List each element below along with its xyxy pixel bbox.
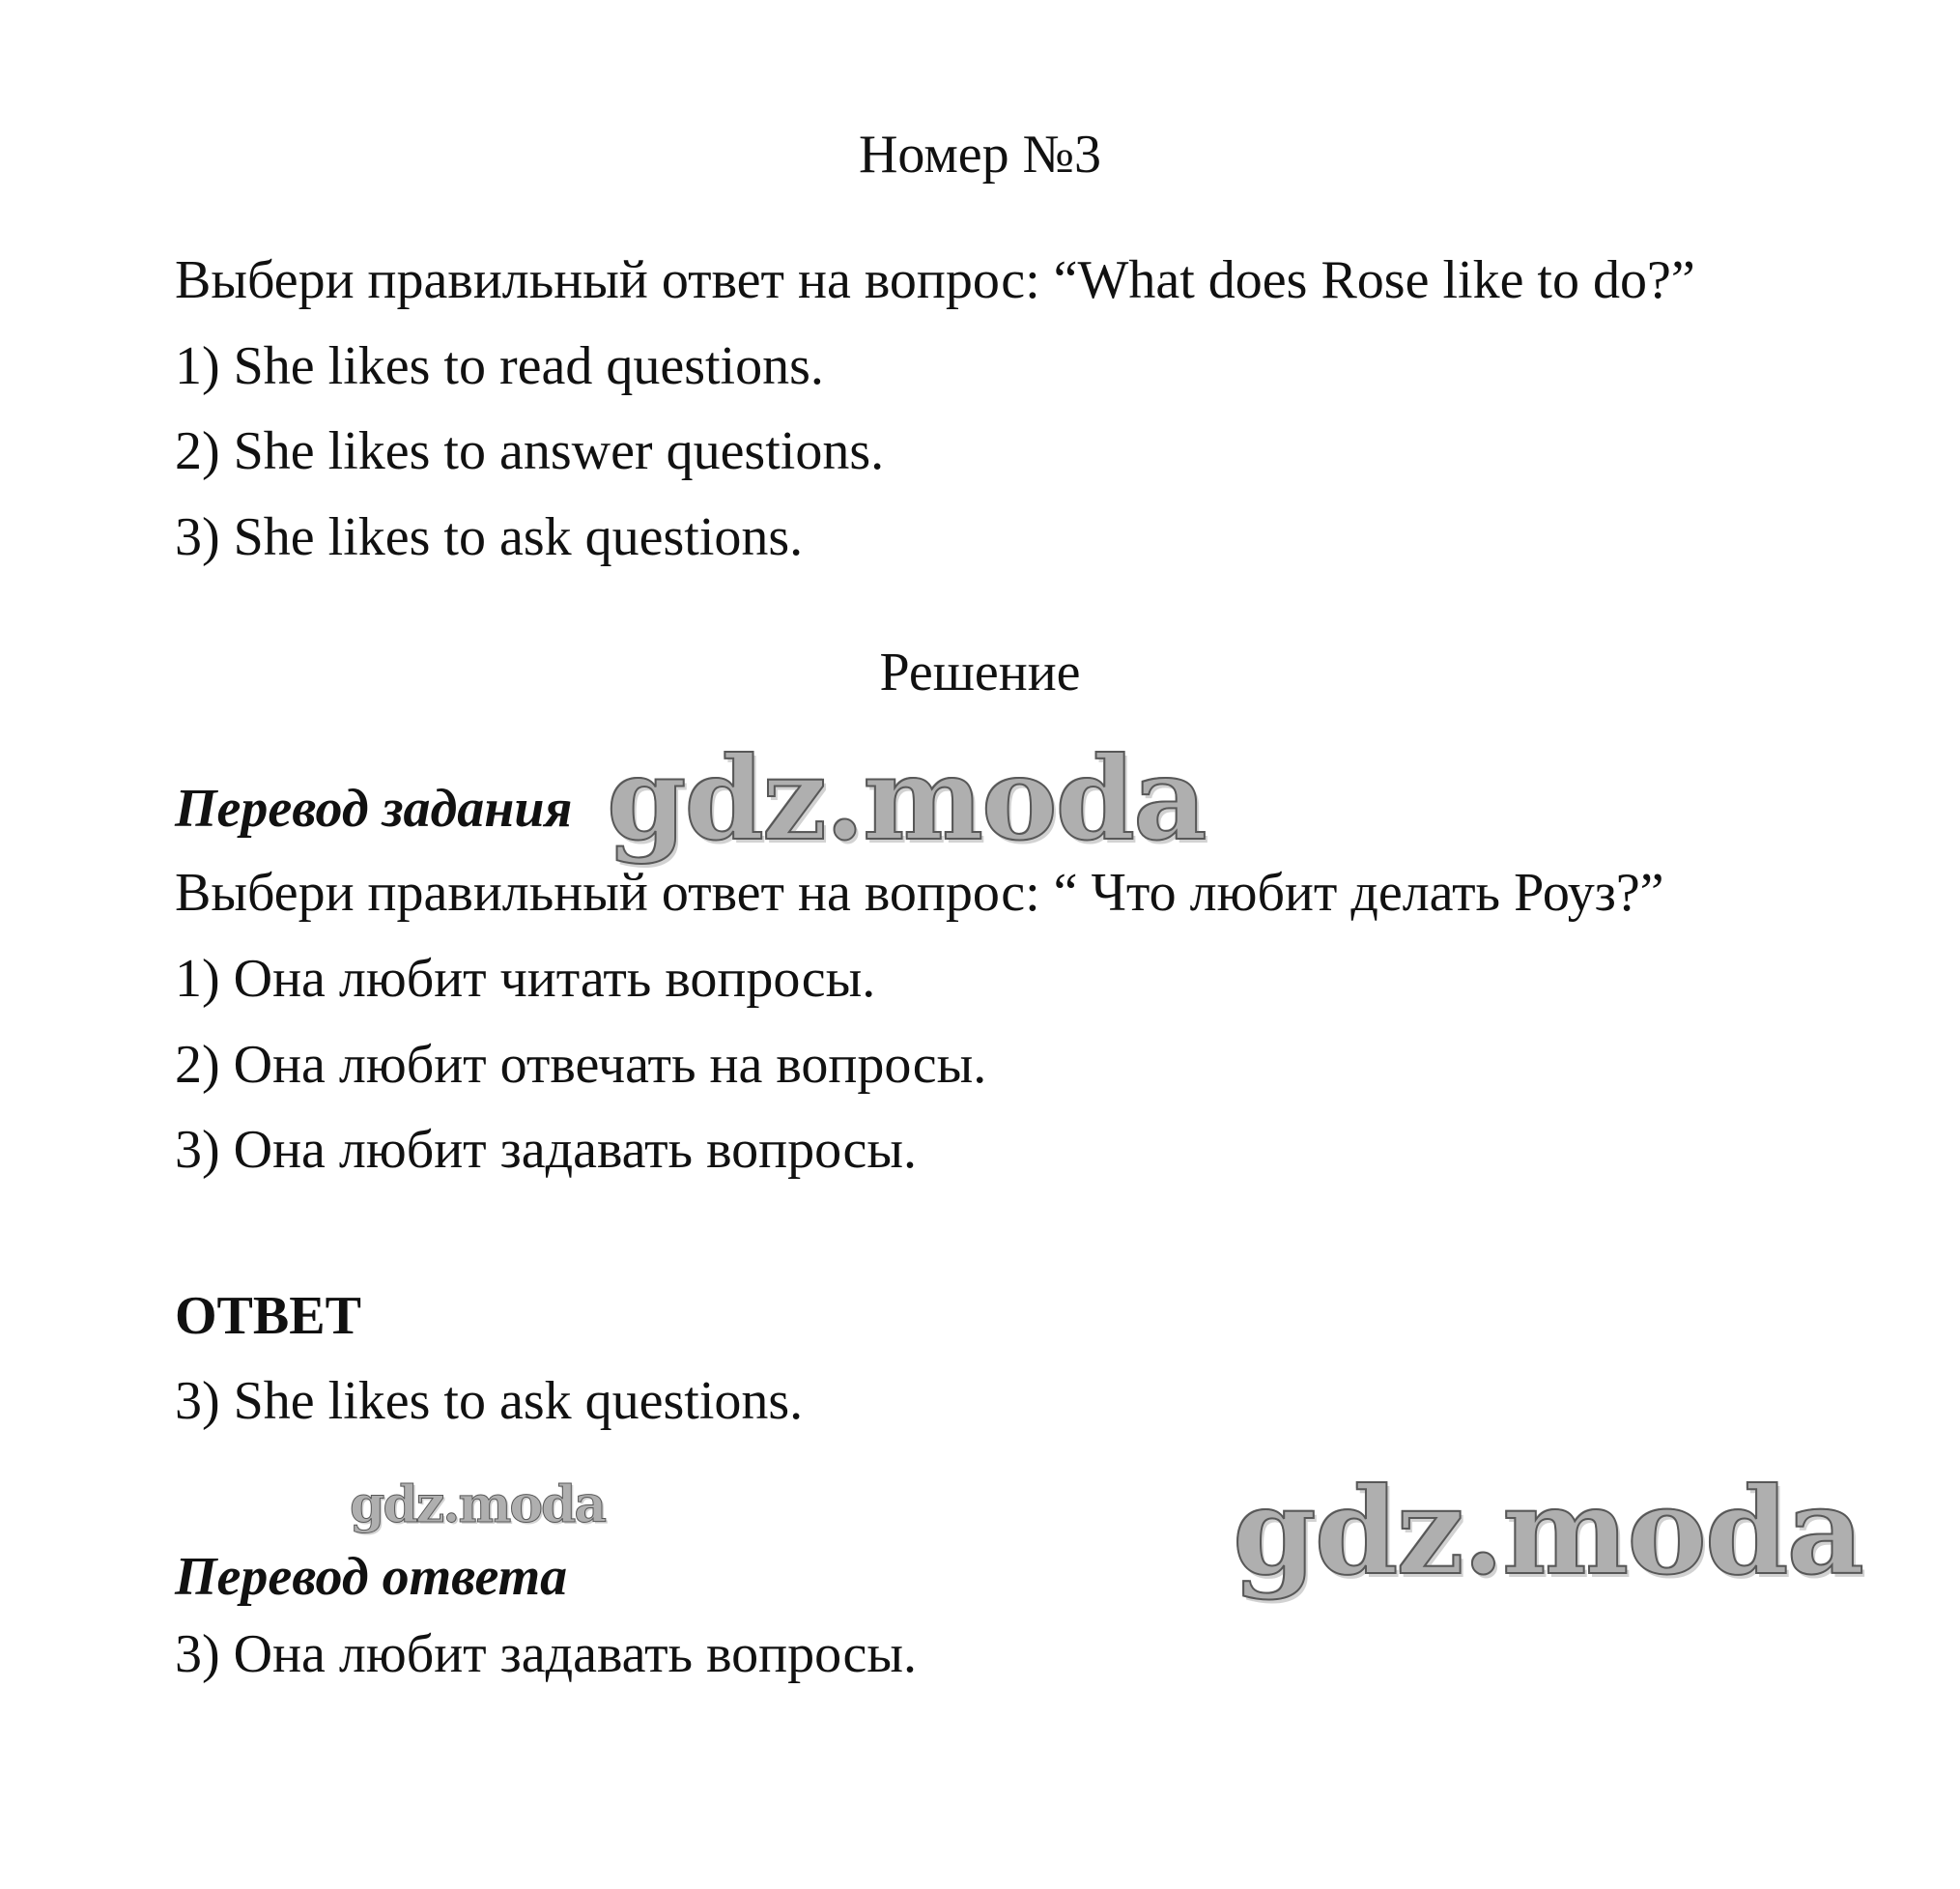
watermark-large-bottom: gdz.moda (1233, 1462, 1862, 1602)
translation-option-2: 2) Она любит отвечать на вопросы. (175, 1035, 987, 1095)
translation-option-3: 3) Она любит задавать вопросы. (175, 1120, 917, 1180)
translation-option-1: 1) Она любит читать вопросы. (175, 949, 876, 1009)
solution-heading: Решение (879, 643, 1081, 702)
page-title: Номер №3 (858, 125, 1102, 185)
task-option-2: 2) She likes to answer questions. (175, 421, 885, 481)
task-question: Выбери правильный ответ на вопрос: “What does Rose like to do?” (175, 250, 1695, 310)
task-option-1: 1) She likes to read questions. (175, 336, 824, 396)
answer-translation-heading: Перевод ответа (175, 1547, 568, 1607)
translation-task-heading: Перевод задания (175, 779, 573, 839)
answer-heading: ОТВЕТ (175, 1286, 361, 1346)
translation-question: Выбери правильный ответ на вопрос: “ Что любит делать Роуз?” (175, 863, 1664, 923)
answer-translation-text: 3) Она любит задавать вопросы. (175, 1624, 917, 1684)
watermark-large-top: gdz.moda (607, 731, 1206, 866)
answer-text: 3) She likes to ask questions. (175, 1371, 804, 1431)
task-option-3: 3) She likes to ask questions. (175, 507, 804, 567)
watermark-small-bottom: gdz.moda (350, 1475, 606, 1534)
